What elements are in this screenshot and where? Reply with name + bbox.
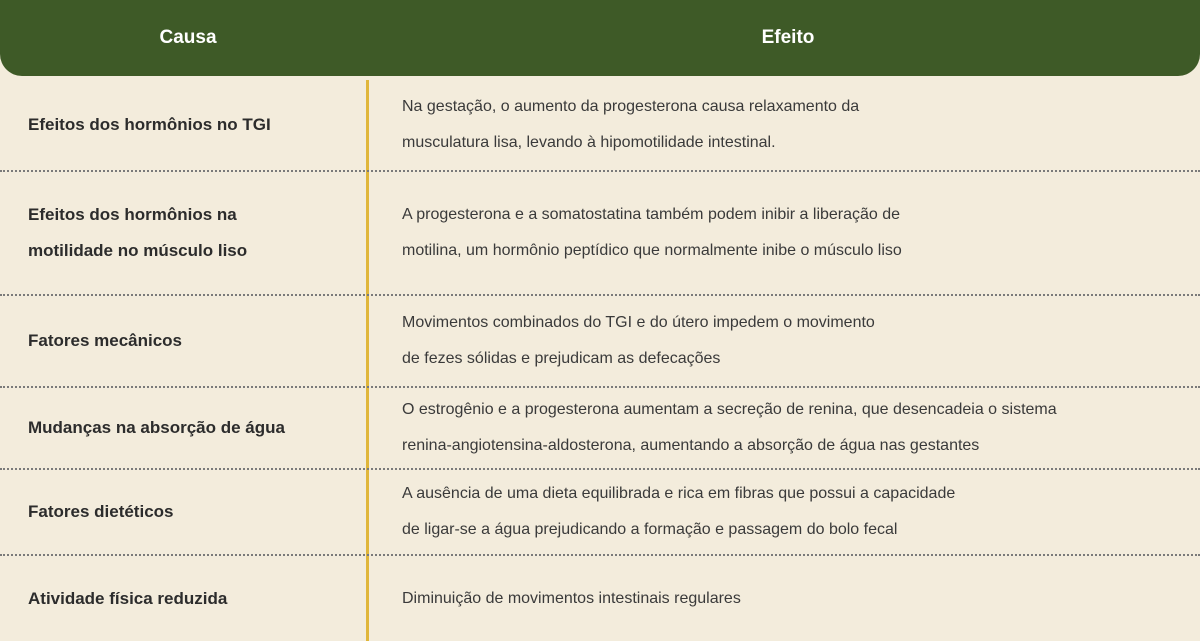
cause-text: Efeitos dos hormônios na motilidade no músculo liso xyxy=(28,205,248,260)
cause-text: Fatores mecânicos xyxy=(28,331,183,350)
cause-cell xyxy=(28,296,348,386)
table-row xyxy=(0,470,1200,556)
effect-text: O estrogênio e a progesterona aumentam a secreção de renina, que desencadeia o sistema renina-angiotensina-aldosterona, aumentando a absorção de água nas gestantes xyxy=(402,401,1057,454)
effect-cell xyxy=(402,470,1182,554)
cause-cell xyxy=(28,80,348,170)
cause-text: Mudanças na absorção de água xyxy=(28,418,285,437)
effect-text: Diminuição de movimentos intestinais regulares xyxy=(402,589,741,607)
table-row xyxy=(0,556,1200,641)
effect-cell xyxy=(402,80,1182,170)
cause-text: Fatores dietéticos xyxy=(28,502,174,521)
effect-text: A progesterona e a somatostatina também podem inibir a liberação de motilina, um hormônio peptídico que normalmente inibe o músculo liso xyxy=(402,206,902,259)
cause-cell xyxy=(28,388,348,468)
cause-text: Atividade física reduzida xyxy=(28,588,228,608)
cause-text: Efeitos dos hormônios no TGI xyxy=(28,115,271,134)
table-row xyxy=(0,80,1200,172)
effect-text: A ausência de uma dieta equilibrada e rica em fibras que possui a capacidade de ligar-se a água prejudicando a formação e passagem do bolo fecal xyxy=(402,485,956,538)
table-row xyxy=(0,388,1200,470)
header-effect: Efeito xyxy=(761,27,815,48)
header-cause: Causa xyxy=(159,27,217,48)
table-header xyxy=(0,0,1200,76)
effect-cell xyxy=(402,388,1182,468)
cause-cell xyxy=(28,470,348,554)
cause-cell xyxy=(28,172,348,294)
effect-cell xyxy=(402,296,1182,386)
effect-text: Na gestação, o aumento da progesterona causa relaxamento da musculatura lisa, levando à hipomotilidade intestinal. xyxy=(402,98,860,151)
effect-cell xyxy=(402,172,1182,294)
cause-cell xyxy=(28,556,348,641)
table-row xyxy=(0,172,1200,296)
effect-text: Movimentos combinados do TGI e do útero impedem o movimento de fezes sólidas e prejudicam as defecações xyxy=(402,314,875,367)
effect-cell xyxy=(402,556,1182,641)
table-row xyxy=(0,296,1200,388)
